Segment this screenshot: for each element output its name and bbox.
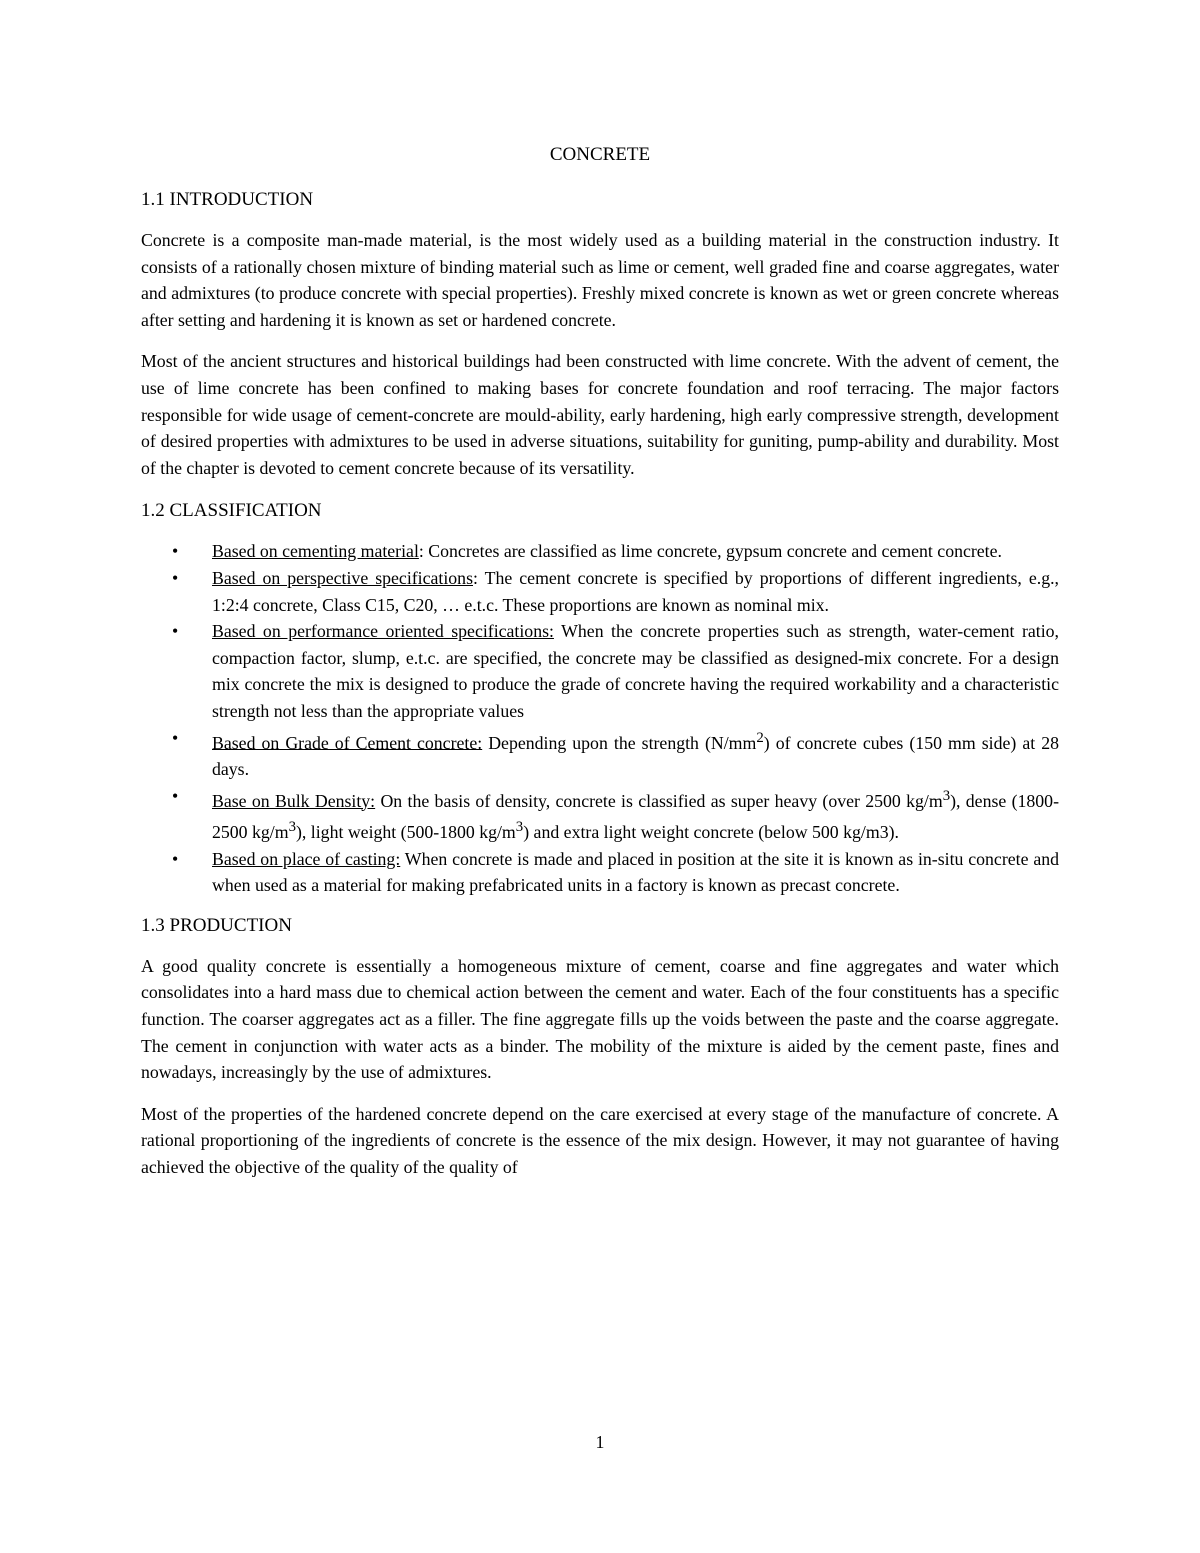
- bullet-icon: •: [172, 567, 179, 588]
- item-label: Based on cementing material: [212, 541, 419, 562]
- item-text: Concretes are classified as lime concrete, gypsum concrete and cement concrete.: [428, 541, 1002, 562]
- paragraph: Most of the ancient structures and historical buildings had been constructed with lime concrete. With the advent of cement, the use of lime concrete has been confined to making bases for concrete foundation and roof terracing. The major factors responsible for wide usage of cement-concrete are mould-ability, early hardening, high early compressive strength, development of desired properties with admixtures to be used in adverse situations, suitability for guniting, pump-ability and durability. Most of the chapter is devoted to cement concrete because of its versatility.: [141, 351, 1059, 478]
- section-production: [141, 911, 1059, 1181]
- superscript: 3: [942, 787, 951, 804]
- bullet-icon: •: [172, 621, 179, 642]
- list-item: [141, 618, 1059, 724]
- list-item: [141, 565, 1059, 618]
- page-number: 1: [595, 1432, 605, 1452]
- document-page: [141, 140, 1059, 1196]
- document-title: CONCRETE: [549, 144, 651, 165]
- item-label: Based on place of casting:: [212, 848, 401, 869]
- bullet-icon: •: [172, 727, 179, 748]
- item-separator: :: [473, 567, 485, 588]
- section-introduction: [141, 185, 1059, 481]
- item-text: When the concrete properties such as strength, water-cement ratio, compaction factor, slump, e.t.c. are specified, the concrete may be classified as designed-mix concrete. For a design mix concrete the mix is designed to produce the grade of concrete having the required workability and a characteristic strength not less than the appropriate values: [212, 621, 1060, 721]
- item-separator: :: [418, 541, 429, 562]
- paragraph: Most of the properties of the hardened concrete depend on the care exercised at every stage of the manufacture of concrete. A rational proportioning of the ingredients of concrete is the essence of the mix design. However, it may not guarantee of having achieved the objective of the quality of the quality of: [141, 1103, 1059, 1177]
- paragraph: Concrete is a composite man-made material, is the most widely used as a building material in the construction industry. It consists of a rationally chosen mixture of binding material such as lime or cement, well graded fine and coarse aggregates, water and admixtures (to produce concrete with special properties). Freshly mixed concrete is known as wet or green concrete whereas after setting and hardening it is known as set or hardened concrete.: [141, 230, 1059, 330]
- item-text: When concrete is made and placed in position at the site it is known as in-situ concrete and when used as a material for making prefabricated units in a factory is known as precast concrete.: [212, 848, 1059, 896]
- section-heading-introduction: 1.1 INTRODUCTION: [141, 189, 314, 210]
- list-item: [141, 783, 1059, 846]
- item-label: Base on Bulk Density:: [212, 790, 376, 811]
- section-heading-production: 1.3 PRODUCTION: [141, 914, 292, 936]
- item-text: On the basis of density, concrete is classified as super heavy (over 2500 kg/m: [380, 790, 943, 811]
- item-text: ) and extra light weight concrete (below 500 kg/m3).: [523, 822, 899, 843]
- paragraph: A good quality concrete is essentially a homogeneous mixture of cement, coarse and fine aggregates and water which consolidates into a hard mass due to chemical action between the cement and water. Each of the four constituents has a specific function. The coarser aggregates act as a filler. The fine aggregate fills up the voids between the paste and the coarse aggregate. The cement in conjunction with water acts as a binder. The mobility of the mixture is aided by the cement paste, fines and nowadays, increasingly by the use of admixtures.: [141, 955, 1059, 1083]
- item-text: Depending upon the strength (N/mm: [488, 732, 757, 753]
- section-classification: [141, 496, 1059, 898]
- superscript: 3: [288, 819, 296, 836]
- list-item: [141, 538, 1059, 565]
- item-text: ), light weight (500-1800 kg/m: [295, 822, 516, 843]
- classification-list: [141, 538, 1059, 898]
- item-label: Based on perspective specifications: [212, 567, 473, 588]
- bullet-icon: •: [172, 785, 179, 806]
- item-text: The cement concrete is specified by proportions of different ingredients, e.g., 1:2:4 concrete, Class C15, C20, … e.t.c. These proportions are known as nominal mix.: [212, 567, 1060, 615]
- bullet-icon: •: [172, 541, 179, 562]
- item-text: ), dense (1800-2500 kg/m: [212, 790, 1059, 843]
- bullet-icon: •: [172, 848, 179, 869]
- superscript: 3: [515, 819, 524, 836]
- superscript: 2: [756, 729, 764, 746]
- list-item: [141, 846, 1059, 899]
- item-label: Based on performance oriented specifications:: [212, 621, 554, 642]
- list-item: [141, 725, 1059, 783]
- item-text: ) of concrete cubes (150 mm side) at 28 days.: [212, 732, 1059, 780]
- item-label: Based on Grade of Cement concrete:: [212, 732, 483, 753]
- section-heading-classification: 1.2 CLASSIFICATION: [141, 500, 322, 522]
